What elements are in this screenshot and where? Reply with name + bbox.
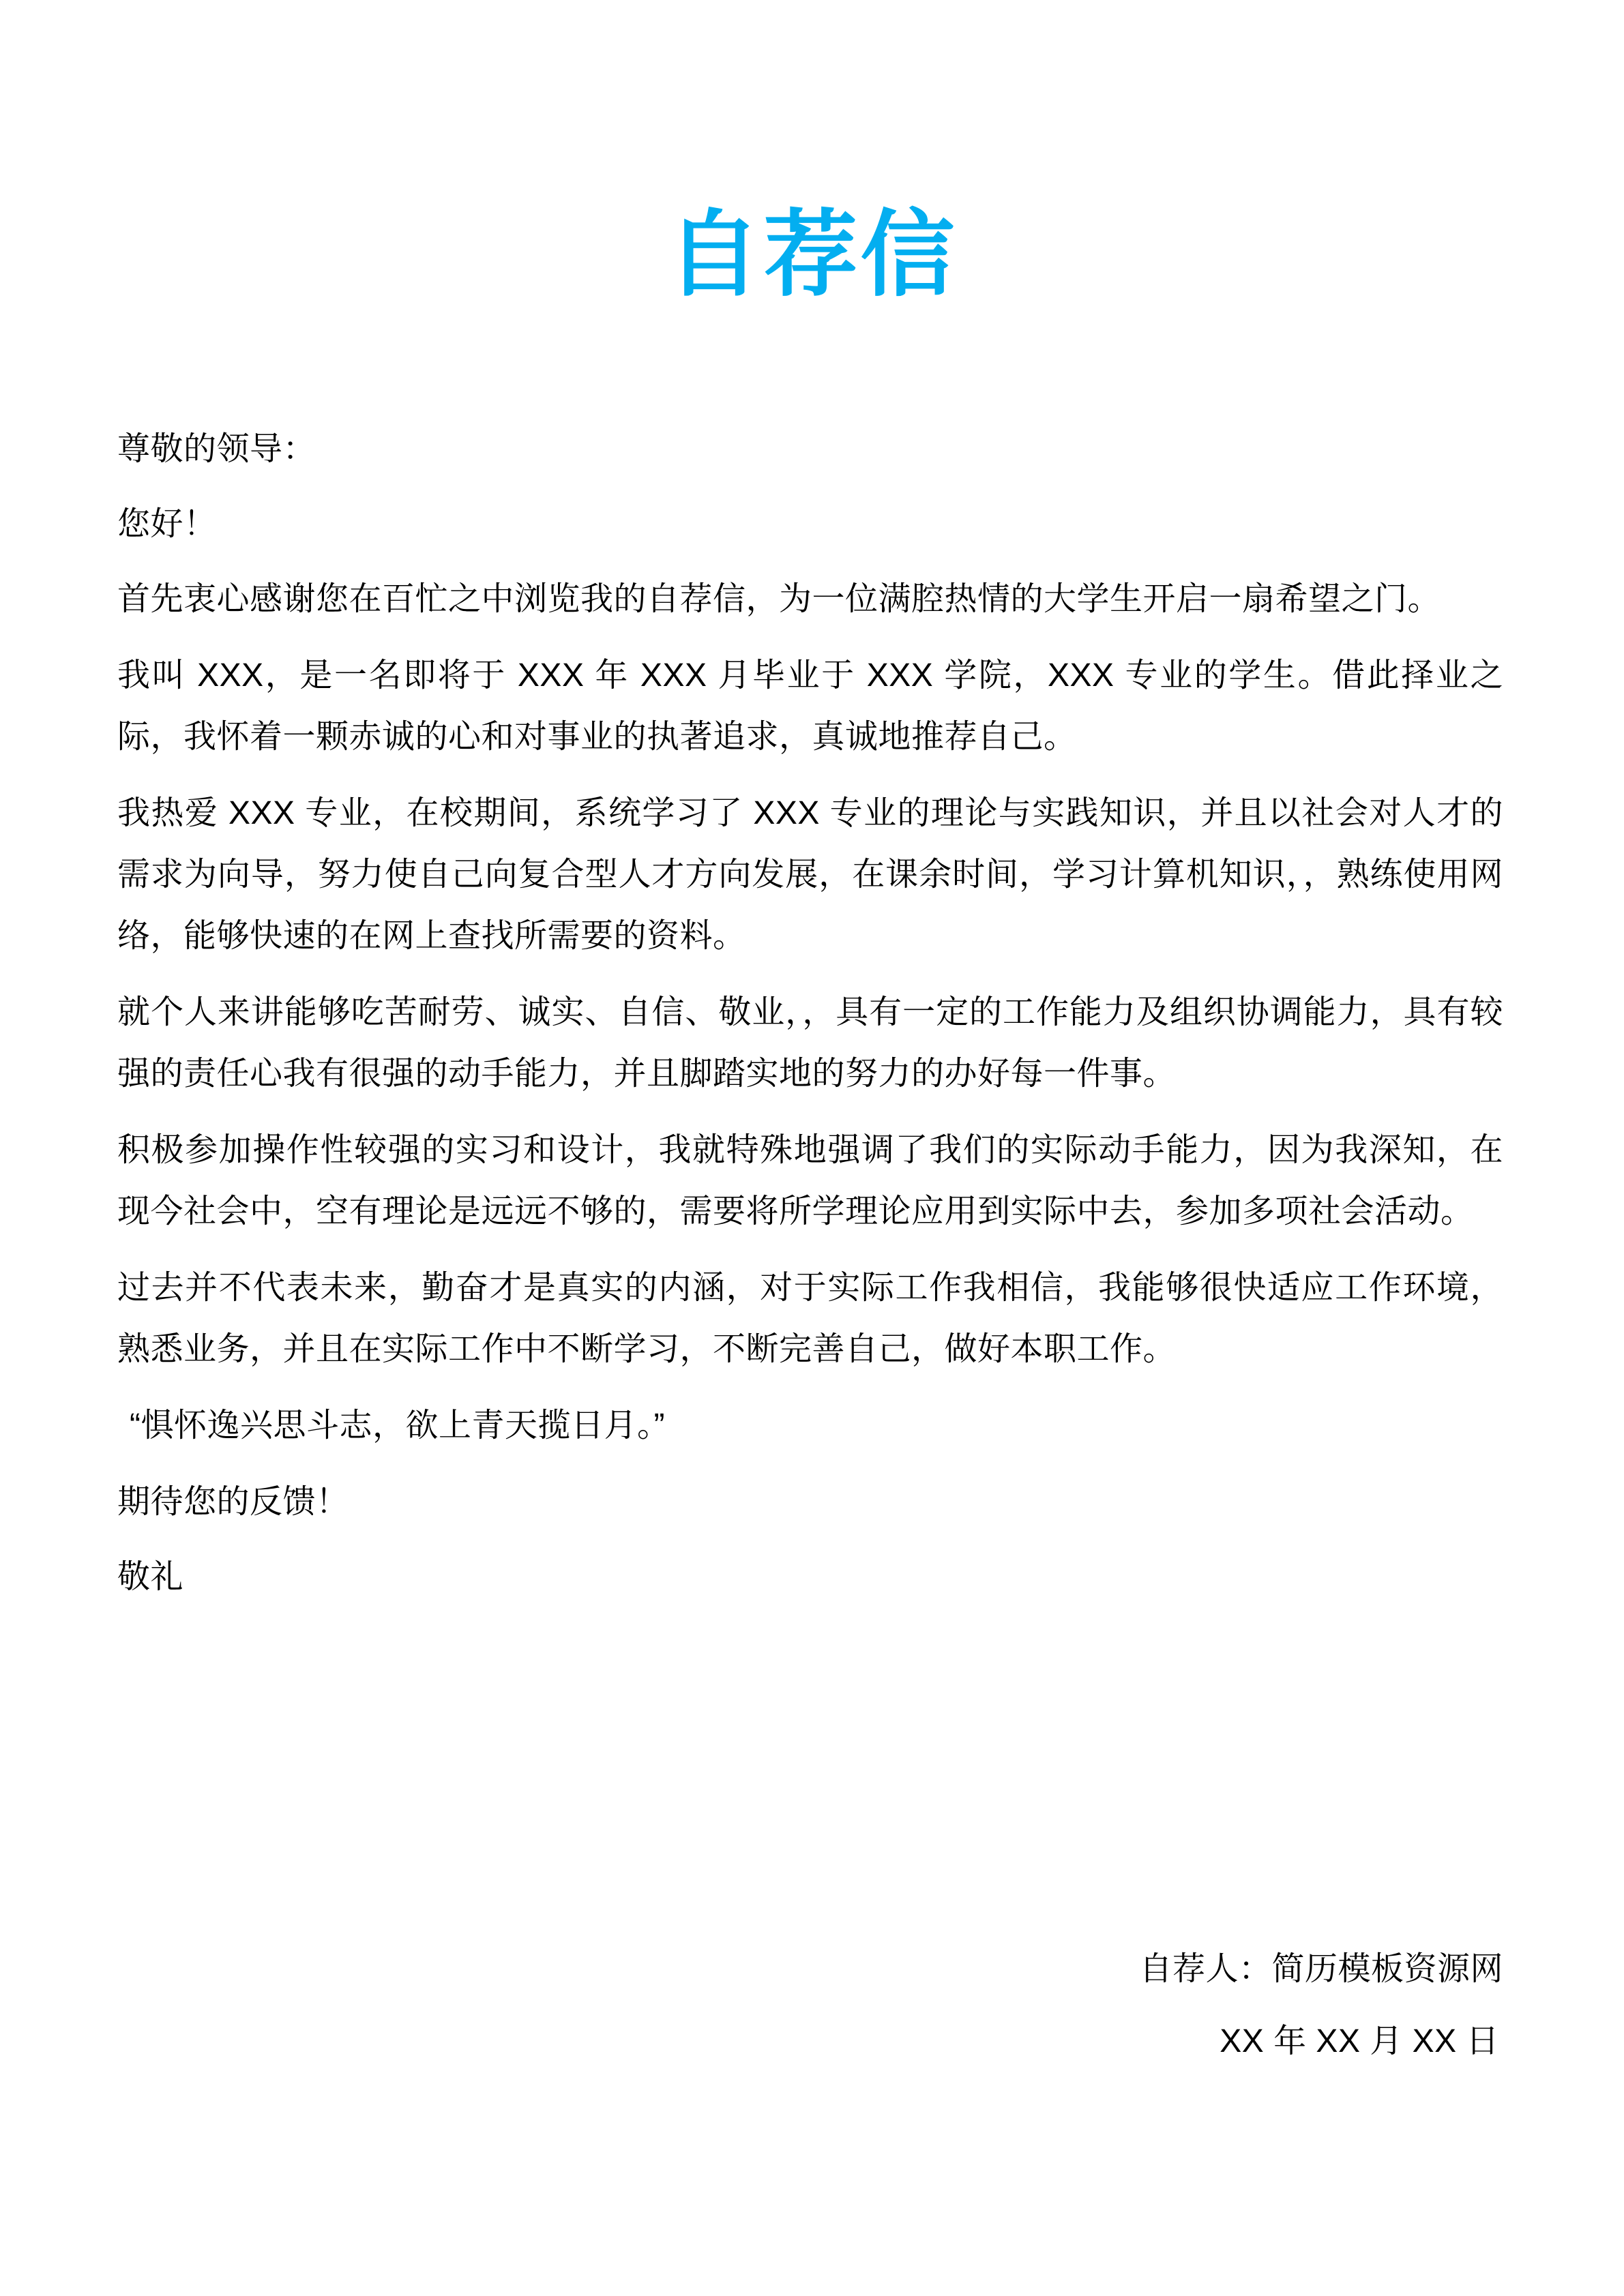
page-title: 自荐信 [666,203,958,308]
body-paragraph-3: 我热爱 XXX 专业，在校期间，系统学习了 XXX 专业的理论与实践知识，并且以社会对人才的需求为向导，努力使自己向复合型人才方向发展，在课余时间，学习计算机知识，，熟练使用网络，能够快速的在网上查找所需要的资料。 [117,795,1503,954]
signature-date: XX 年 XX 月 XX 日 [1220,2023,1499,2059]
closing-request: 期待您的反馈！ [117,1484,349,1520]
closing-quote: “惧怀逸兴思斗志，欲上青天揽日月。” [130,1407,665,1444]
greeting: 您好！ [117,506,217,542]
complimentary-close: 敬礼 [117,1559,184,1595]
body-paragraph-4: 就个人来讲能够吃苦耐劳、诚实、自信、敬业，，具有一定的工作能力及组织协调能力，具有较强的责任心我有很强的动手能力，并且脚踏实地的努力的办好每一件事。 [117,994,1503,1092]
signature-author: 自荐人：简历模板资源网 [1139,1951,1503,1987]
body-paragraph-1: 首先衷心感谢您在百忙之中浏览我的自荐信，为一位满腔热情的大学生开启一扇希望之门。 [117,581,1441,617]
letter-body [117,419,1503,1622]
signature-block [117,1933,1503,2078]
salutation: 尊敬的领导： [117,431,316,467]
body-paragraph-2: 我叫 XXX，是一名即将于 XXX 年 XXX 月毕业于 XXX 学院，XXX 专业的学生。借此择业之际，我怀着一颗赤诚的心和对事业的执著追求，真诚地推荐自己。 [117,657,1503,755]
body-paragraph-5: 积极参加操作性较强的实习和设计，我就特殊地强调了我们的实际动手能力，因为我深知，在现今社会中，空有理论是远远不够的，需要将所学理论应用到实际中去，参加多项社会活动。 [117,1132,1503,1229]
body-paragraph-6: 过去并不代表未来，勤奋才是真实的内涵，对于实际工作我相信，我能够很快适应工作环境，熟悉业务，并且在实际工作中不断学习，不断完善自己，做好本职工作。 [117,1270,1503,1367]
